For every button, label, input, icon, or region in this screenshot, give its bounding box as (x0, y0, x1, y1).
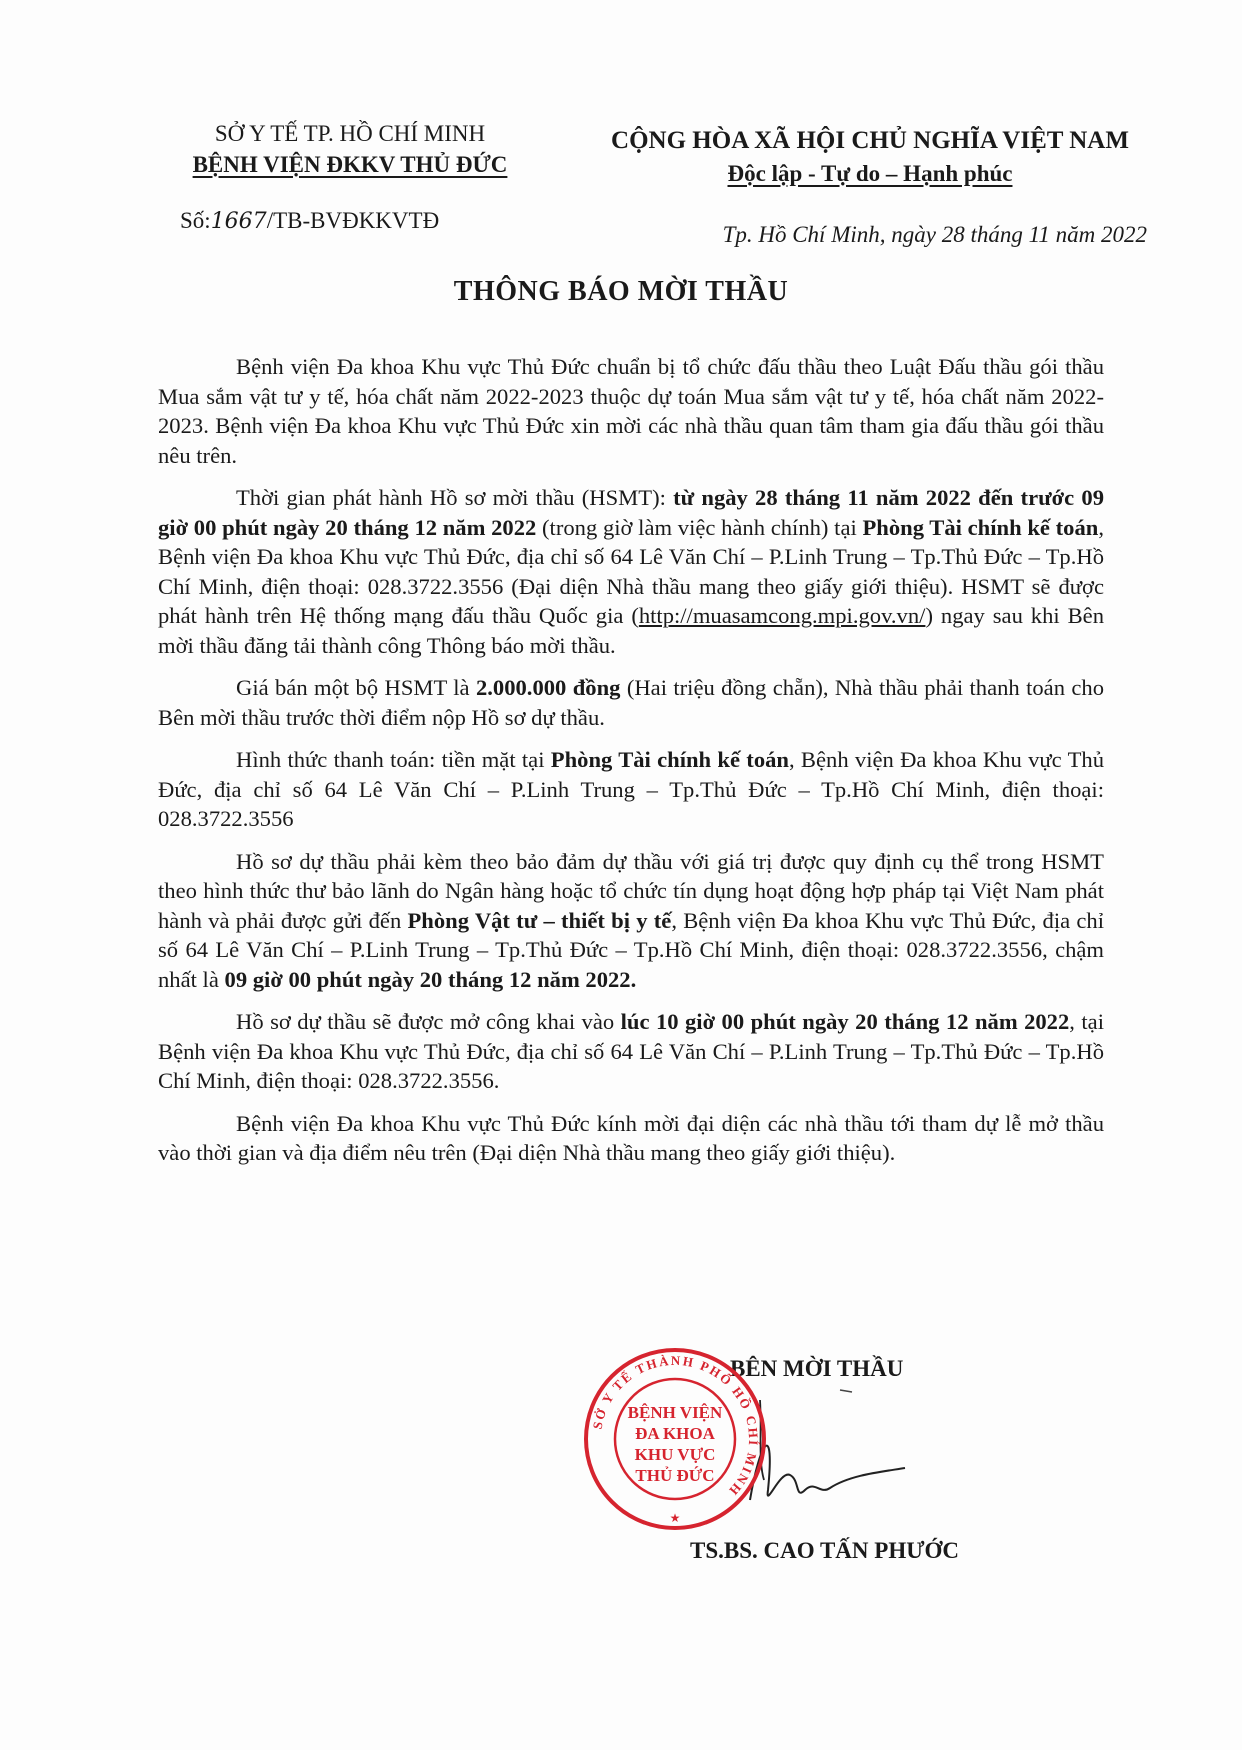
signer-title: BÊN MỜI THẦU (730, 1356, 904, 1381)
seal-star-icon: ★ (669, 1511, 681, 1525)
paragraph-7: Bệnh viện Đa khoa Khu vực Thủ Đức kính mời đại diện các nhà thầu tới tham dự lễ mở thầu vào thời gian và địa điểm nêu trên (Đại diện Nhà thầu mang theo giấy giới thiệu). (158, 1110, 1104, 1165)
document-body (158, 352, 1104, 1181)
document-number: Số:1667/TB-BVĐKKVTĐ (180, 208, 440, 234)
country-name: CỘNG HÒA XÃ HỘI CHỦ NGHĨA VIỆT NAM (611, 127, 1129, 154)
official-seal (582, 1346, 768, 1532)
paragraph-6: Hồ sơ dự thầu sẽ được mở công khai vào lúc 10 giờ 00 phút ngày 20 tháng 12 năm 2022, tại Bệnh viện Đa khoa Khu vực Thủ Đức, địa chỉ số 64 Lê Văn Chí – P.Linh Trung – Tp.Thủ Đức – Tp.Hồ Chí Minh, điện thoại: 028.3722.3556. (158, 1009, 1104, 1093)
seal-line-2: ĐA KHOA (635, 1424, 715, 1443)
seal-line-4: THỦ ĐỨC (635, 1466, 715, 1485)
issuing-organization (150, 118, 550, 180)
motto: Độc lập - Tự do – Hạnh phúc (727, 161, 1013, 186)
paragraph-4: Hình thức thanh toán: tiền mặt tại Phòng Tài chính kế toán, Bệnh viện Đa khoa Khu vực Thủ Đức, địa chỉ số 64 Lê Văn Chí – P.Linh Trung – Tp.Thủ Đức – Tp.Hồ Chí Minh, điện thoại: 028.3722.3556 (158, 747, 1104, 831)
date-line: Tp. Hồ Chí Minh, ngày 28 tháng 11 năm 2022 (722, 222, 1147, 247)
handwritten-number: 1667 (210, 209, 267, 234)
paragraph-5: Hồ sơ dự thầu phải kèm theo bảo đảm dự thầu với giá trị được quy định cụ thể trong HSMT theo hình thức thư bảo lãnh do Ngân hàng hoặc tổ chức tín dụng hoạt động hợp pháp tại Việt Nam phát hành và phải được gửi đến Phòng Vật tư – thiết bị y tế, Bệnh viện Đa khoa Khu vực Thủ Đức, địa chỉ số 64 Lê Văn Chí – P.Linh Trung – Tp.Thủ Đức – Tp.Hồ Chí Minh, điện thoại: 028.3722.3556, chậm nhất là 09 giờ 00 phút ngày 20 tháng 12 năm 2022. (158, 848, 1104, 992)
seal-line-3: KHU VỰC (634, 1445, 716, 1464)
org-name: BỆNH VIỆN ĐKKV THỦ ĐỨC (192, 152, 508, 177)
seal-line-1: BỆNH VIỆN (627, 1403, 723, 1422)
document-title: THÔNG BÁO MỜI THẦU (453, 276, 789, 307)
procurement-link[interactable]: http://muasamcong.mpi.gov.vn/ (638, 603, 926, 628)
national-heading (580, 124, 1160, 190)
paragraph-2: Thời gian phát hành Hồ sơ mời thầu (HSMT): từ ngày 28 tháng 11 năm 2022 đến trước 09 giờ 00 phút ngày 20 tháng 12 năm 2022 (trong giờ làm việc hành chính) tại Phòng Tài chính kế toán, Bệnh viện Đa khoa Khu vực Thủ Đức, địa chỉ số 64 Lê Văn Chí – P.Linh Trung – Tp.Thủ Đức – Tp.Hồ Chí Minh, điện thoại: 028.3722.3556 (Đại diện Nhà thầu mang theo giấy giới thiệu). HSMT sẽ được phát hành trên Hệ thống mạng đấu thầu Quốc gia (http://muasamcong.mpi.gov.vn/) ngay sau khi Bên mời thầu đăng tải thành công Thông báo mời thầu. (158, 485, 1104, 658)
seal-ring-text: SỞ Y TẾ THÀNH PHỐ HỒ CHÍ MINH (589, 1352, 762, 1500)
signer-name: TS.BS. CAO TẤN PHƯỚC (690, 1538, 960, 1563)
org-parent: SỞ Y TẾ TP. HỒ CHÍ MINH (214, 121, 486, 146)
paragraph-3: Giá bán một bộ HSMT là 2.000.000 đồng (Hai triệu đồng chẵn), Nhà thầu phải thanh toán cho Bên mời thầu trước thời điểm nộp Hồ sơ dự thầu. (158, 675, 1105, 730)
paragraph-1: Bệnh viện Đa khoa Khu vực Thủ Đức chuẩn bị tổ chức đấu thầu theo Luật Đấu thầu gói thầu Mua sắm vật tư y tế, hóa chất năm 2022-2023 thuộc dự toán Mua sắm vật tư y tế, hóa chất năm 2022-2023. Bệnh viện Đa khoa Khu vực Thủ Đức xin mời các nhà thầu quan tâm tham gia đấu thầu gói thầu nêu trên. (158, 354, 1104, 468)
